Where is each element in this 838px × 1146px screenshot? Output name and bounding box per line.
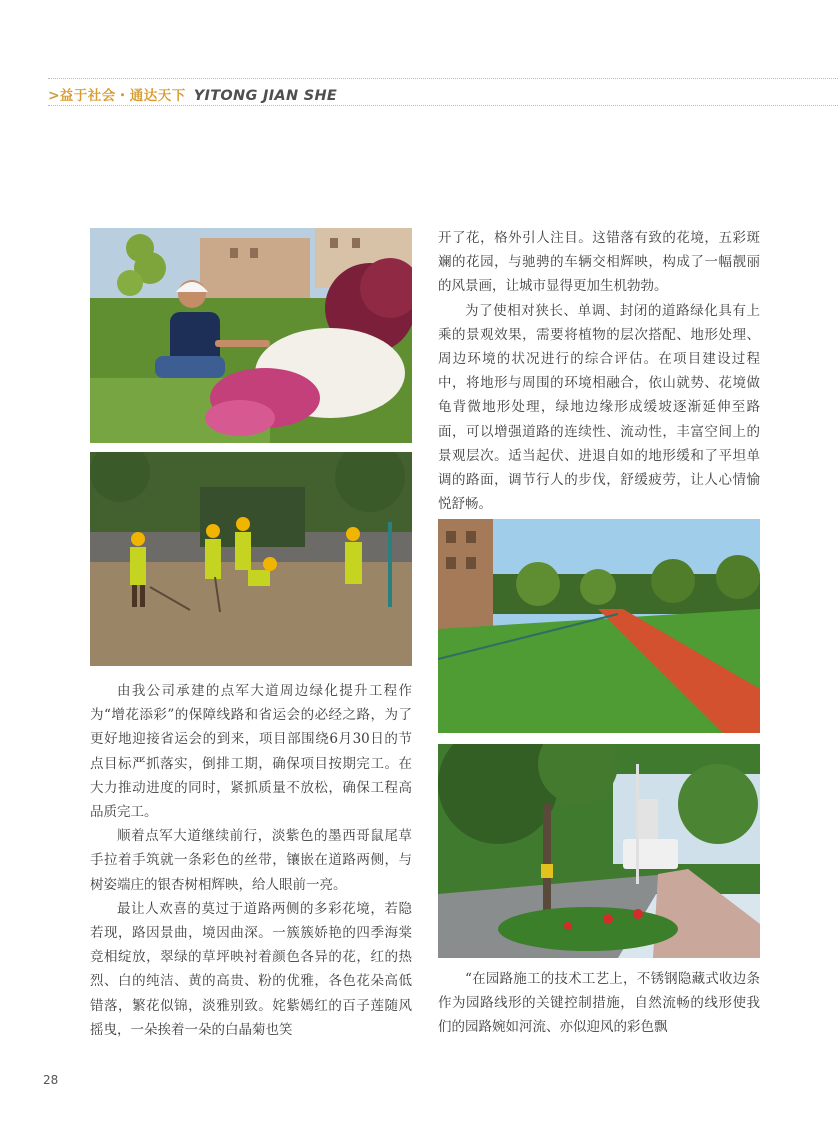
greenway-lawn-red-path-photo xyxy=(438,519,760,733)
header-divider-top xyxy=(48,78,838,79)
right-column-bottom-text xyxy=(438,967,760,1040)
header-title xyxy=(48,84,337,104)
paragraph: 最让人欢喜的莫过于道路两侧的多彩花境，若隐若现，路因景曲，境因曲深。一簇簇娇艳的四季海棠竞相绽放，翠绿的草坪映衬着颜色各异的花，红的热烈、白的纯洁、黄的高贵、粉的优雅，各色花朵高低错落，繁花似锦，淡雅别致。姹紫嫣红的百子莲随风摇曳，一朵挨着一朵的白晶菊也笑 xyxy=(90,900,412,1038)
paragraph: 为了使相对狭长、单调、封闭的道路绿化具有上乘的景观效果，需要将植物的层次搭配、地形处理、周边环境的状况进行的综合评估。在项目建设过程中，将地形与周围的环境相融合，依山就势、花境做龟背微地形处理，绿地边缘形成缓坡逐渐延伸至路面，可以增强道路的连续性、流动性，丰富空间上的景观层次。适当起伏、进退自如的地形缓和了平坦单调的路面，调节行人的步伐，舒缓疲劳，让人心情愉悦舒畅。 xyxy=(438,302,760,513)
header-divider-bottom xyxy=(48,105,838,106)
header-title-cn: 益于社会・通达天下 xyxy=(59,88,186,104)
right-column-top-text xyxy=(438,226,760,516)
section-header xyxy=(48,78,838,108)
chevron-right-icon: > xyxy=(48,88,60,104)
paragraph: 顺着点军大道继续前行，淡紫色的墨西哥鼠尾草手拉着手筑就一条彩色的丝带，镶嵌在道路两侧，与树姿端庄的银杏树相辉映，给人眼前一亮。 xyxy=(90,828,412,893)
tree-lined-sidewalk-photo xyxy=(438,744,760,958)
left-column-text xyxy=(90,679,412,1042)
header-title-en: YITONG JIAN SHE xyxy=(193,88,338,104)
page-number: 28 xyxy=(43,1073,59,1087)
paragraph: “在园路施工的技术工艺上，不锈钢隐藏式收边条作为园路线形的关键控制措施，自然流畅的线形使我们的园路婉如河流、亦似迎风的彩色飘 xyxy=(438,971,760,1036)
paragraph: 由我公司承建的点军大道周边绿化提升工程作为“增花添彩”的保障线路和省运会的必经之路，为了更好地迎接省运会的到来，项目部围绕6月30日的节点目标严抓落实，倒排工期，确保项目按期完工。在大力推动进度的同时，紧抓质量不放松，确保工程高品质完工。 xyxy=(90,683,412,821)
workers-raking-soil-photo xyxy=(90,452,412,666)
paragraph: 开了花，格外引人注目。这错落有致的花境，五彩斑斓的花园，与驰骋的车辆交相辉映，构成了一幅靓丽的风景画，让城市显得更加生机勃勃。 xyxy=(438,230,760,295)
worker-with-flowers-photo xyxy=(90,228,412,443)
